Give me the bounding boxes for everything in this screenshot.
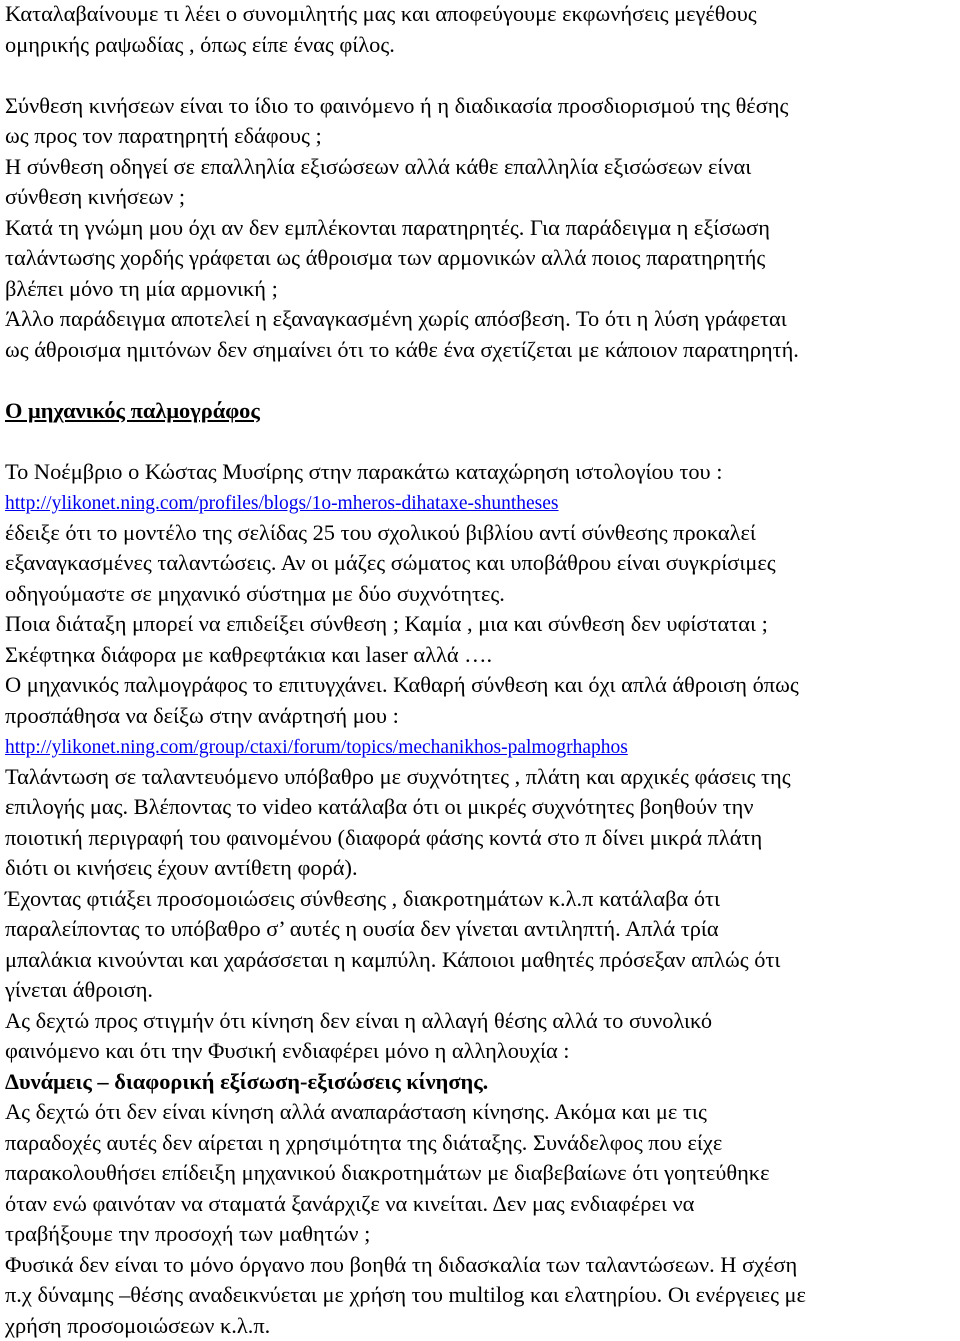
paragraph-gap <box>5 60 957 91</box>
text-line: Ο μηχανικός παλμογράφος το επιτυγχάνει. Καθαρή σύνθεση και όχι απλά άθροιση όπως <box>5 672 799 697</box>
document-page <box>5 0 957 1341</box>
blog-post-link[interactable]: http://ylikonet.ning.com/profiles/blogs/1o-mheros-dihataxe-shuntheses <box>5 493 559 514</box>
text-line: Το Νοέμβριο ο Κώστας Μυσίρης στην παρακάτω καταχώρηση ιστολογίου του : <box>5 458 723 484</box>
link-line <box>5 487 957 518</box>
paragraph-gap <box>5 365 957 396</box>
text-line: ως προς τον παρατηρητή εδάφους ; <box>5 123 322 148</box>
text-line: προσπάθησα να δείξω στην ανάρτησή μου : <box>5 702 399 728</box>
text-line: παρακολουθήσει επίδειξη μηχανικού διακροτημάτων με διαβεβαίωνε ότι γοητεύθηκε <box>5 1160 770 1185</box>
forum-topic-link[interactable]: http://ylikonet.ning.com/group/ctaxi/forum/topics/mechanikhos-palmogrhaphos <box>5 737 628 758</box>
text-line: παραδοχές αυτές δεν αίρεται η χρησιμότητα της διάταξης. Συνάδελφος που είχε <box>5 1129 723 1155</box>
text-line: Σκέφτηκα διάφορα με καθρεφτάκια και laser αλλά …. <box>5 641 493 667</box>
text-line: ταλάντωσης χορδής γράφεται ως άθροισμα των αρμονικών αλλά ποιος παρατηρητής <box>5 245 766 270</box>
text-line: τραβήξουμε την προσοχή των μαθητών ; <box>5 1221 371 1246</box>
text-line: Κατά τη γνώμη μου όχι αν δεν εμπλέκονται παρατηρητές. Για παράδειγμα η εξίσωση <box>5 214 770 240</box>
text-line: Άλλο παράδειγμα αποτελεί η εξαναγκασμένη χωρίς απόσβεση. Το ότι η λύση γράφεται <box>5 306 787 331</box>
text-line: Έχοντας φτιάξει προσομοιώσεις σύνθεσης , διακροτημάτων κ.λ.π κατάλαβα ότι <box>5 885 721 911</box>
text-line: μπαλάκια κινούνται και χαράσσεται η καμπύλη. Κάποιοι μαθητές πρόσεξαν απλώς ότι <box>5 946 781 972</box>
text-line: Ταλάντωση σε ταλαντευόμενο υπόβαθρο με συχνότητες , πλάτη και αρχικές φάσεις της <box>5 763 791 789</box>
text-line: π.χ δύναμης –θέσης αναδεικνύεται με χρήση του multilog και ελατηρίου. Οι ενέργειες με <box>5 1282 806 1307</box>
text-line: ως άθροισμα ημιτόνων δεν σημαίνει ότι το κάθε ένα σχετίζεται με κάποιον παρατηρητή. <box>5 336 799 362</box>
text-line: Η σύνθεση οδηγεί σε επαλληλία εξισώσεων αλλά κάθε επαλληλία εξισώσεων είναι <box>5 153 752 179</box>
text-line: όταν ενώ φαινόταν να σταματά ξανάρχιζε να κινείται. Δεν μας ενδιαφέρει να <box>5 1190 695 1216</box>
text-line: οδηγούμαστε σε μηχανικό σύστημα με δύο συχνότητες. <box>5 580 505 606</box>
text-line: Φυσικά δεν είναι το μόνο όργανο που βοηθά τη διδασκαλία των ταλαντώσεων. Η σχέση <box>5 1251 798 1277</box>
text-line: Ας δεχτώ ότι δεν είναι κίνηση αλλά αναπαράσταση κίνησης. Ακόμα και με τις <box>5 1099 707 1124</box>
text-line: γίνεται άθροιση. <box>5 977 154 1002</box>
paragraph-oscillograph <box>5 457 957 1341</box>
text-line: Ποια διάταξη μπορεί να επιδείξει σύνθεση ; Καμία , μια και σύνθεση δεν υφίσταται ; <box>5 611 768 636</box>
text-line: διότι οι κινήσεις έχουν αντίθετη φορά). <box>5 855 358 880</box>
text-line: Καταλαβαίνουμε τι λέει ο συνομιλητής μας και αποφεύγουμε εκφωνήσεις μεγέθους <box>5 1 757 26</box>
text-line: έδειξε ότι το μοντέλο της σελίδας 25 του σχολικού βιβλίου αντί σύνθεσης προκαλεί <box>5 519 756 545</box>
text-line: επιλογής μας. Βλέποντας το video κατάλαβα ότι οι μικρές συχνότητες βοηθούν την <box>5 794 754 819</box>
paragraph-composition <box>5 91 957 366</box>
text-line: βλέπει μόνο τη μία αρμονική ; <box>5 275 278 301</box>
text-line: σύνθεση κινήσεων ; <box>5 184 186 209</box>
text-line: παραλείποντας το υπόβαθρο σ’ αυτές η ουσία δεν γίνεται αντιληπτή. Απλά τρία <box>5 916 719 941</box>
text-line: ομηρικής ραψωδίας , όπως είπε ένας φίλος. <box>5 31 395 57</box>
link-line <box>5 731 957 762</box>
bold-statement: Δυνάμεις – διαφορική εξίσωση-εξισώσεις κίνησης. <box>5 1068 489 1094</box>
text-line: φαινόμενο και ότι την Φυσική ενδιαφέρει μόνο η αλληλουχία : <box>5 1038 570 1063</box>
text-line: Σύνθεση κινήσεων είναι το ίδιο το φαινόμενο ή η διαδικασία προσδιορισμού της θέσης <box>5 92 789 118</box>
text-line: ποιοτική περιγραφή του φαινομένου (διαφορά φάσης κοντά στο π δίνει μικρά πλάτη <box>5 824 763 850</box>
section-heading: Ο μηχανικός παλμογράφος <box>5 397 260 423</box>
paragraph-gap <box>5 426 957 457</box>
text-line: εξαναγκασμένες ταλαντώσεις. Αν οι μάζες σώματος και υποβάθρου είναι συγκρίσιμες <box>5 550 776 575</box>
text-line: χρήση προσομοιώσεων κ.λ.π. <box>5 1312 271 1338</box>
paragraph-intro <box>5 0 957 60</box>
text-line: Ας δεχτώ προς στιγμήν ότι κίνηση δεν είναι η αλλαγή θέσης αλλά το συνολικό <box>5 1007 713 1033</box>
